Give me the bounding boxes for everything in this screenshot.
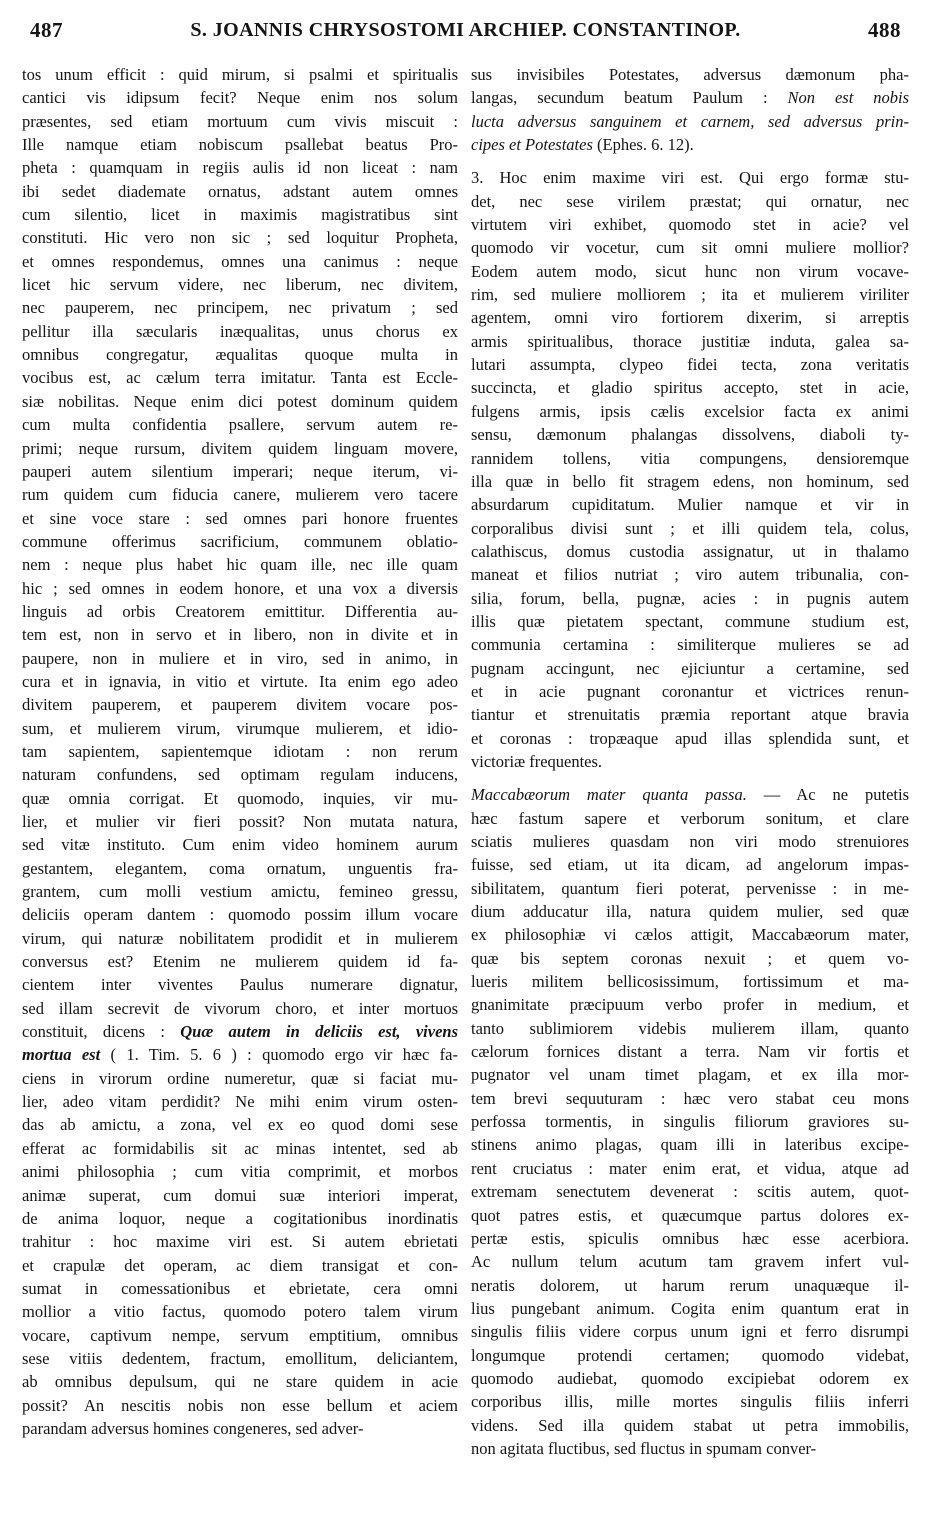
text-line: vocare, captivum nempe, servum emptitium, omnibus <box>22 1325 458 1345</box>
text-line: tiantur et strenuitatis præmia reportant atque bravia <box>471 705 909 725</box>
text-line: extremam senectutem devenerat : scitis autem, quot- <box>471 1182 909 1202</box>
text-line: perfossa tormentis, in singulis filiorum graviores su- <box>471 1112 909 1132</box>
text-line: quomodo vir vocetur, cum sit omni muliere mollior? <box>471 238 909 258</box>
text-line: trahitur : hoc maxime viri est. Si autem ebrietati <box>22 1232 458 1252</box>
text-line: virum, qui naturæ nobilitatem prodidit et in mulierem <box>22 928 458 948</box>
text-line: das ab amictu, a zona, vel ex eo quod domi sese <box>22 1115 458 1135</box>
text-line: silia, forum, bella, pugnæ, acies : in pugnis autem <box>471 588 909 608</box>
text-line: pauperi autem silentium imperari; neque iterum, vi- <box>22 461 458 481</box>
text-line: efferat ac formidabilis sit ac minas intentet, sed ab <box>22 1138 458 1158</box>
text-line: corporalibus divisi sunt ; et illi quidem tela, colus, <box>471 518 909 538</box>
text-line: et crapulæ det operam, ac diem transigat et con- <box>22 1255 458 1275</box>
text-line: agentem, omni viro fortiorem dixerim, si arreptis <box>471 308 909 328</box>
text-line: mortua est ( 1. Tim. 5. 6 ) : quomodo ergo vir hæc fa- <box>22 1045 458 1065</box>
text-line: linguis ad orbis Creatorem emittitur. Differentia au- <box>22 601 458 621</box>
text-line: pellitur illa sæcularis inæqualitas, unus chorus ex <box>22 321 458 341</box>
text-line: sum, et mulierem virum, virumque mulierem, et idio- <box>22 718 458 738</box>
text-line: Eodem autem modo, sicut hunc non virum vocave- <box>471 261 909 281</box>
text-line: conversus est? Etenim ne mulierem quidem id fa- <box>22 952 458 972</box>
text-line: siæ nobilitas. Neque enim dici potest dominum quidem <box>22 391 458 411</box>
text-line: sumat in comessationibus et ebrietate, cera omni <box>22 1278 458 1298</box>
text-line: pugnator vel unam timet plagam, et ex illa mor- <box>471 1065 909 1085</box>
text-line: calathiscus, domus custodia assignatur, ut in thalamo <box>471 541 909 561</box>
text-line: Ac nullum telum acutum tam gravem infert vul- <box>471 1252 909 1272</box>
text-line: naturam confundens, sed optimam regulam inducens, <box>22 765 458 785</box>
text-line: lier, adeo vitam perdidit? Ne mihi enim virum osten- <box>22 1092 458 1112</box>
text-line: tanto sublimiorem videbis mulierem illam, quanto <box>471 1018 909 1038</box>
text-line: absurdarum cupiditatum. Mulier namque et vir in <box>471 495 909 515</box>
paragraph-section-3 <box>471 166 909 773</box>
text-line: paupere, non in muliere et in viro, sed in animo, in <box>22 648 458 668</box>
left-column <box>22 63 458 1522</box>
paragraph-gap <box>471 773 909 783</box>
text-line: victoriæ frequentes. <box>471 751 603 771</box>
text-line: ex philosophiæ vi cælos attigit, Maccabæorum mater, <box>471 925 909 945</box>
text-line: sese vitiis dedentem, fractum, emollitum, deliciantem, <box>22 1348 458 1368</box>
paragraph-gap <box>471 156 909 166</box>
text-line: virtutem viri exhibet, quomodo stet in acie? vel <box>471 215 909 235</box>
text-line: et coronas : tropæaque apud illas splendida sunt, et <box>471 728 909 748</box>
text-line: rum quidem cum fiducia canere, mulierem vero tacere <box>22 485 458 505</box>
text-line: rannidem tollens, vitia compungens, densioremque <box>471 448 909 468</box>
text-line: cantici vis idipsum fecit? Neque enim nos solum <box>22 88 458 108</box>
text-line: commune offerimus sacrificium, communem oblatio- <box>22 531 458 551</box>
text-line: det, nec sese virilem præstat; qui ornatur, nec <box>471 191 909 211</box>
text-line: deliciis operam dantem : quomodo possim illum vocare <box>22 905 458 925</box>
text-line: ab omnibus depulsum, qui ne stare quidem in acie <box>22 1372 458 1392</box>
text-line: quæ omnia corrigat. Et quomodo, inquies, vir mu- <box>22 788 458 808</box>
text-line: ciens in virorum ordine numeretur, quæ si faciat mu- <box>22 1068 458 1088</box>
text-line: cum silentio, licet in maximis magistratibus sint <box>22 205 458 225</box>
text-line: tem brevi sequuturam : hæc vero stabat ceu mons <box>471 1088 909 1108</box>
text-line: pertæ estis, spiculis omnibus hæc esse acerbiora. <box>471 1228 909 1248</box>
text-line: Ille namque etiam nobiscum psallebat beatus Pro- <box>22 135 458 155</box>
text-line: fuisse, sed etiam, ut ita dicam, ad angelorum impas- <box>471 855 909 875</box>
text-line: grantem, cum molli vestium amictu, femineo gressu, <box>22 882 458 902</box>
text-line: lius pungebant animum. Cogita enim quantum erat in <box>471 1298 909 1318</box>
text-line: sed illam secrevit de vivorum choro, et inter mortuos <box>22 998 458 1018</box>
text-line: gnanimitate præcipuum verbo profer in medium, et <box>471 995 909 1015</box>
text-line: Maccabæorum mater quanta passa. — Ac ne putetis <box>471 785 909 805</box>
text-line: cipes et Potestates (Ephes. 6. 12). <box>471 135 694 155</box>
text-line: rent cruciatus : mater enim erat, et vidua, atque ad <box>471 1158 909 1178</box>
text-line: non agitata fluctibus, sed fluctus in spumam conver- <box>471 1438 817 1458</box>
text-line: corporibus illis, mille mortes singulis filiis inferri <box>471 1392 909 1412</box>
italic-text: cipes et Potestates <box>471 135 593 155</box>
text-line: pugnam accingunt, nec ejiciuntur a certamine, sed <box>471 658 909 678</box>
text-line: sus invisibiles Potestates, adversus dæmonum pha- <box>471 65 909 84</box>
text-line: animæ superat, cum domui suæ interiori imperat, <box>22 1185 458 1205</box>
text-line: quomodo audiebat, quomodo excipiebat odorem ex <box>471 1368 909 1388</box>
text-line: hæc fastum sapere et verborum sonitum, et clare <box>471 808 909 828</box>
text-line: licet hic servum videre, nec liberum, nec divitem, <box>22 275 458 295</box>
text-line: nec pauperem, nec principem, nec privatum ; sed <box>22 298 458 318</box>
text-line: dium adducatur illa, natura quidem mulier, sed quæ <box>471 902 909 922</box>
text-line: et sine voce stare : sed omnes pari honore fruentes <box>22 508 458 528</box>
text-line: quot patres estis, et quæcumque partus dolores ex- <box>471 1205 909 1225</box>
running-header <box>30 10 901 50</box>
text-line: et omnes respondemus, omnes una canimus : neque <box>22 251 458 271</box>
text-line: nem : neque plus habet hic quam ille, nec ille quam <box>22 555 458 575</box>
text-line: illis quæ pietatem spectant, commune studium est, <box>471 611 909 631</box>
text-line: vocibus est, ac cælum terra imitatur. Tanta est Eccle- <box>22 368 458 388</box>
text-line: videns. Sed illa quidem stabat ut petra immobilis, <box>471 1415 909 1435</box>
text-line: longumque protendi certamen; quomodo videbat, <box>471 1345 909 1365</box>
text-line: parandam adversus homines congeneres, sed adver- <box>22 1418 364 1438</box>
text-line: succincta, et gladio spiritus accepto, stet in acie, <box>471 378 909 398</box>
text-line: communia certamina : similiterque mulieres se ad <box>471 635 909 655</box>
text-line: tos unum efficit : quid mirum, si psalmi et spiritualis <box>22 65 458 84</box>
text-line: sed vitæ instituto. Cum enim video hominem aurum <box>22 835 458 855</box>
right-column <box>471 63 909 1522</box>
text-line: cum multa confidentia psallere, servum autem re- <box>22 415 458 435</box>
text-line: cientem inter viventes Paulus numerare dignatur, <box>22 975 458 995</box>
italic-text: Quæ autem in deliciis est, vivens <box>180 1022 458 1042</box>
text-line: possit? An nescitis nobis non esse bellum et aciem <box>22 1395 458 1415</box>
text-line: singulis filiis videre corpus unum igni et ferro disrumpi <box>471 1322 909 1342</box>
italic-text: lucta adversus sanguinem et carnem, sed adversus prin- <box>471 111 909 131</box>
italic-text: Non est nobis <box>787 88 909 108</box>
paragraph-ephesians-quote <box>471 63 909 156</box>
text-line: neratis dolorem, ut harum rerum unaquæque il- <box>471 1275 909 1295</box>
text-line: fulgens armis, ipsis cælis excelsior facta ex animi <box>471 401 909 421</box>
right-page-number: 488 <box>868 17 901 42</box>
text-line: mollior a vitio factus, quomodo potero talem virum <box>22 1302 458 1322</box>
text-line: stinens animo plagas, quam illi in lateribus excipe- <box>471 1135 909 1155</box>
text-line: pheta : quamquam in regiis aulis id non liceat : nam <box>22 158 458 178</box>
text-line: armis spiritualibus, thorace justitiæ induta, galea sa- <box>471 331 909 351</box>
text-line: præsentes, sed etiam mortuum cum vivis miscuit : <box>22 111 458 131</box>
text-line: constituti. Hic vero non sic ; sed loquitur Propheta, <box>22 228 458 248</box>
text-line: lutari assumpta, clypeo fidei tecta, zona veritatis <box>471 355 909 375</box>
left-page-number: 487 <box>30 17 63 42</box>
text-line: langas, secundum beatum Paulum : Non est nobis <box>471 88 909 108</box>
italic-text: Maccabæorum mater quanta passa. <box>471 785 747 805</box>
text-line: lier, et mulier vir fieri possit? Non mutata natura, <box>22 812 458 831</box>
text-line <box>471 110 909 133</box>
text-line: primi; neque rursum, divitem quidem linguam movere, <box>22 438 458 458</box>
text-line: maneat et filios nutriat ; viro autem tribunalia, con- <box>471 565 909 585</box>
text-line: cura et in ignavia, in vitio et virtute. Ita enim ego adeo <box>22 671 458 691</box>
text-line: tam sapientem, sapientemque idiotam : non rerum <box>22 741 458 761</box>
text-line: de anima loquor, neque a cogitationibus inordinatis <box>22 1208 458 1228</box>
text-line: gestantem, elegantem, coma ornatum, unguentis fra- <box>22 858 458 878</box>
text-line: cælorum fornices distant a terra. Nam vir fortis et <box>471 1042 909 1062</box>
text-line: sciatis mulieres quasdam non viri modo strenuiores <box>471 832 909 851</box>
text-line: quæ bis septem coronas nexuit ; et quem vo- <box>471 948 909 968</box>
text-line: omnibus congregatur, æqualitas quoque multa in <box>22 345 458 365</box>
text-line: ibi sedet diademate ornatus, adstant autem omnes <box>22 181 458 201</box>
paragraph-maccabees-mother <box>471 783 909 1460</box>
text-line: 3. Hoc enim maxime viri est. Qui ergo formæ stu- <box>471 168 909 188</box>
italic-text: mortua est <box>22 1045 101 1065</box>
text-line: divitem pauperem, et pauperem divitem vocare pos- <box>22 695 458 715</box>
running-title: S. JOANNIS CHRYSOSTOMI ARCHIEP. CONSTANTINOP. <box>190 18 741 41</box>
text-line: et in acie pugnant coronantur et victrices renun- <box>471 681 909 701</box>
text-line: sensu, dæmonum phalangas dissolvens, diaboli ty- <box>471 425 909 445</box>
text-line: tem est, non in servo et in libero, non in divite et in <box>22 625 458 645</box>
text-line: animi philosophia ; cum vitia comprimit, et morbos <box>22 1162 458 1182</box>
text-line: rim, sed muliere molliorem ; ita et mulierem viriliter <box>471 285 909 305</box>
text-line: sibilitatem, quantum fieri poterat, pervenisse : in me- <box>471 878 909 898</box>
text-line: illa quæ in bello fit stragem edens, non hominum, sed <box>471 471 909 491</box>
text-line: hic ; sed omnes in eodem honore, et una vox a diversis <box>22 578 458 598</box>
text-line: lueris militem bellicosissimum, fortissimum et ma- <box>471 972 909 992</box>
text-line: constituit, dicens : Quæ autem in deliciis est, vivens <box>22 1022 458 1042</box>
